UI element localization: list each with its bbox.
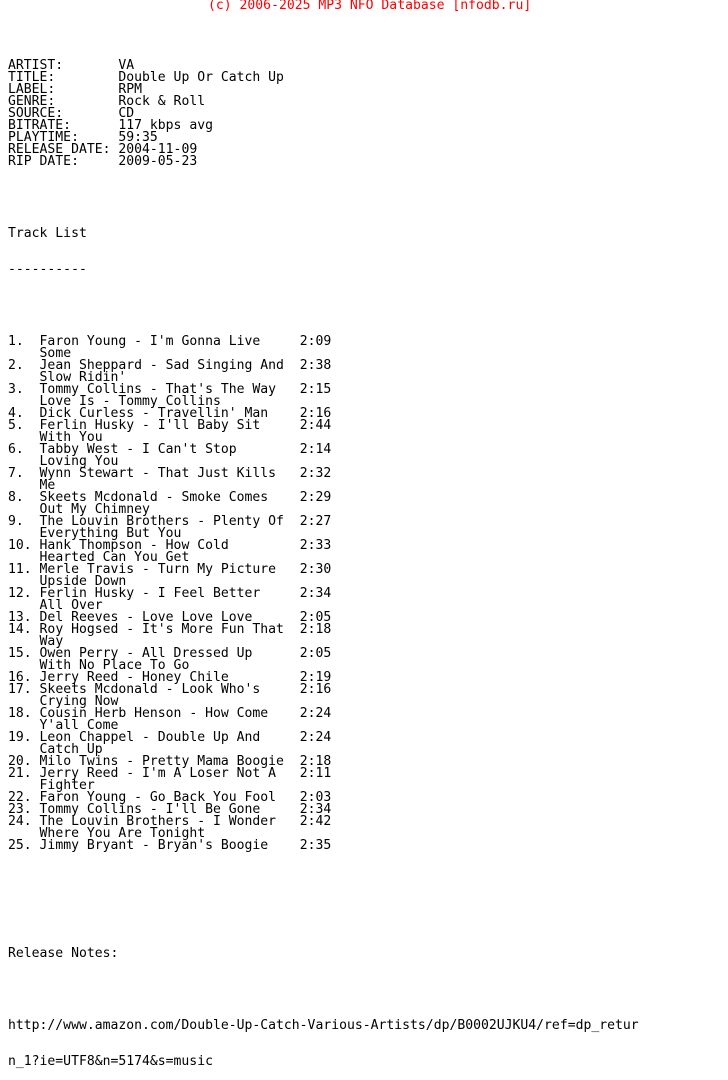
track-title: Owen Perry - All Dressed Up (39, 646, 300, 661)
track-title: Jerry Reed - Honey Chile (39, 670, 300, 685)
track-number: 23. (8, 802, 40, 817)
track-title-wrap: Hearted Can You Get (39, 550, 190, 565)
track-row (8, 336, 639, 348)
track-number: 24. (8, 814, 40, 829)
track-number: 2. (8, 358, 40, 373)
track-title-wrap: Catch Up (39, 742, 103, 757)
field-value: Rock & Roll (118, 94, 206, 109)
track-title: Dick Curless - Travellin' Man (39, 406, 300, 421)
field-label: RELEASE DATE: (8, 142, 119, 157)
track-title: Tommy Collins - That's The Way (39, 382, 300, 397)
track-duration: 2:27 (299, 514, 332, 529)
blank-line (8, 876, 639, 888)
track-title: Tabby West - I Can't Stop (39, 442, 300, 457)
nfo-document (8, 0, 639, 1080)
track-title-wrap: Where You Are Tonight (39, 826, 206, 841)
track-duration: 2:30 (299, 562, 332, 577)
tracklist-rule: ---------- (8, 262, 87, 277)
track-duration: 2:11 (299, 766, 332, 781)
field-value: 59:35 (118, 130, 158, 145)
nfo-header-line (8, 0, 639, 36)
track-duration: 2:16 (299, 682, 332, 697)
track-number: 6. (8, 442, 40, 457)
field-value: 2009-05-23 (118, 154, 198, 169)
field-label: TITLE: (8, 70, 119, 85)
track-title-wrap: Some (39, 346, 72, 361)
track-duration: 2:18 (299, 622, 332, 637)
field-label: LABEL: (8, 82, 119, 97)
track-number: 25. (8, 838, 40, 853)
track-number: 18. (8, 706, 40, 721)
track-title: Skeets Mcdonald - Smoke Comes (39, 490, 300, 505)
track-number: 16. (8, 670, 40, 685)
release-notes-url-line-1: http://www.amazon.com/Double-Up-Catch-Various-Artists/dp/B0002UJKU4/ref=dp_retur (8, 1018, 639, 1033)
track-title: Cousin Herb Henson - How Come (39, 706, 300, 721)
track-duration: 2:24 (299, 706, 332, 721)
track-duration: 2:42 (299, 814, 332, 829)
track-number: 22. (8, 790, 40, 805)
field-label: BITRATE: (8, 118, 119, 133)
field-value: VA (118, 58, 135, 73)
track-title: Jean Sheppard - Sad Singing And (39, 358, 300, 373)
track-number: 20. (8, 754, 40, 769)
field-label: GENRE: (8, 94, 119, 109)
track-number: 14. (8, 622, 40, 637)
track-duration: 2:14 (299, 442, 332, 457)
field-label: SOURCE: (8, 106, 119, 121)
track-number: 7. (8, 466, 40, 481)
track-row (8, 768, 639, 780)
field-label: ARTIST: (8, 58, 119, 73)
track-duration: 2:05 (299, 646, 332, 661)
track-row (8, 840, 639, 852)
track-list (8, 336, 639, 852)
track-duration: 2:16 (299, 406, 332, 421)
track-number: 10. (8, 538, 40, 553)
release-notes-url-line-2: n_1?ie=UTF8&n=5174&s=music (8, 1054, 213, 1069)
track-title: Ferlin Husky - I'll Baby Sit (39, 418, 300, 433)
field-label: RIP DATE: (8, 154, 119, 169)
track-title: Tommy Collins - I'll Be Gone (39, 802, 300, 817)
track-number: 1. (8, 334, 40, 349)
track-title: Wynn Stewart - That Just Kills (39, 466, 300, 481)
track-number: 12. (8, 586, 40, 601)
blank-line (8, 912, 639, 924)
track-duration: 2:19 (299, 670, 332, 685)
blank-line (8, 192, 639, 204)
track-duration: 2:44 (299, 418, 332, 433)
track-title: Leon Chappel - Double Up And (39, 730, 300, 745)
field-value: 117 kbps avg (118, 118, 213, 133)
track-title: Ferlin Husky - I Feel Better (39, 586, 300, 601)
track-duration: 2:35 (299, 838, 332, 853)
field-value: 2004-11-09 (118, 142, 198, 157)
field-row (8, 156, 639, 168)
track-title-wrap: Out My Chimney (39, 502, 150, 517)
track-number: 17. (8, 682, 40, 697)
track-duration: 2:05 (299, 610, 332, 625)
field-label: PLAYTIME: (8, 130, 119, 145)
track-title: The Louvin Brothers - I Wonder (39, 814, 300, 829)
track-title-wrap: Love Is - Tommy Collins (39, 394, 221, 409)
track-duration: 2:34 (299, 586, 332, 601)
track-duration: 2:24 (299, 730, 332, 745)
track-number: 8. (8, 490, 40, 505)
track-duration: 2:15 (299, 382, 332, 397)
track-number: 15. (8, 646, 40, 661)
track-title: Hank Thompson - How Cold (39, 538, 300, 553)
track-duration: 2:09 (299, 334, 332, 349)
field-value: RPM (118, 82, 143, 97)
release-fields (8, 60, 639, 168)
track-title-wrap: With No Place To Go (39, 658, 190, 673)
track-title-wrap: Fighter (39, 778, 95, 793)
track-title: Skeets Mcdonald - Look Who's (39, 682, 300, 697)
track-number: 5. (8, 418, 40, 433)
track-title: Merle Travis - Turn My Picture (39, 562, 300, 577)
field-value: CD (118, 106, 135, 121)
field-value: Double Up Or Catch Up (118, 70, 284, 85)
track-row (8, 468, 639, 480)
track-title-wrap: Loving You (39, 454, 119, 469)
track-duration: 2:03 (299, 790, 332, 805)
track-row (8, 624, 639, 636)
track-title-wrap: Me (39, 478, 56, 493)
track-duration: 2:29 (299, 490, 332, 505)
track-title: The Louvin Brothers - Plenty Of (39, 514, 300, 529)
track-title-wrap: Y'all Come (39, 718, 119, 733)
track-number: 11. (8, 562, 40, 577)
track-title: Faron Young - I'm Gonna Live (39, 334, 300, 349)
tracklist-title: Track List (8, 226, 87, 241)
track-title-wrap: Crying Now (39, 694, 119, 709)
track-number: 3. (8, 382, 40, 397)
track-title: Faron Young - Go Back You Fool (39, 790, 300, 805)
track-title-wrap: Slow Ridin' (39, 370, 127, 385)
track-title: Roy Hogsed - It's More Fun That (39, 622, 300, 637)
track-duration: 2:34 (299, 802, 332, 817)
track-title-wrap: Upside Down (39, 574, 127, 589)
copyright-header: (c) 2006-2025 MP3 NFO Database [nfodb.ru] (208, 0, 532, 13)
track-title-wrap: Everything But You (39, 526, 182, 541)
track-title-wrap: Way (39, 634, 64, 649)
track-number: 4. (8, 406, 40, 421)
track-duration: 2:18 (299, 754, 332, 769)
blank-line (8, 300, 639, 312)
track-duration: 2:32 (299, 466, 332, 481)
track-title-wrap: All Over (39, 598, 103, 613)
track-number: 9. (8, 514, 40, 529)
track-duration: 2:38 (299, 358, 332, 373)
track-title: Jerry Reed - I'm A Loser Not A (39, 766, 300, 781)
track-title-wrap: With You (39, 430, 103, 445)
track-title: Del Reeves - Love Love Love (39, 610, 300, 625)
track-title: Milo Twins - Pretty Mama Boogie (39, 754, 300, 769)
track-number: 13. (8, 610, 40, 625)
track-duration: 2:33 (299, 538, 332, 553)
blank-line (8, 984, 639, 996)
track-number: 21. (8, 766, 40, 781)
track-title: Jimmy Bryant - Bryan's Boogie (39, 838, 300, 853)
release-notes-title: Release Notes: (8, 946, 119, 961)
track-number: 19. (8, 730, 40, 745)
